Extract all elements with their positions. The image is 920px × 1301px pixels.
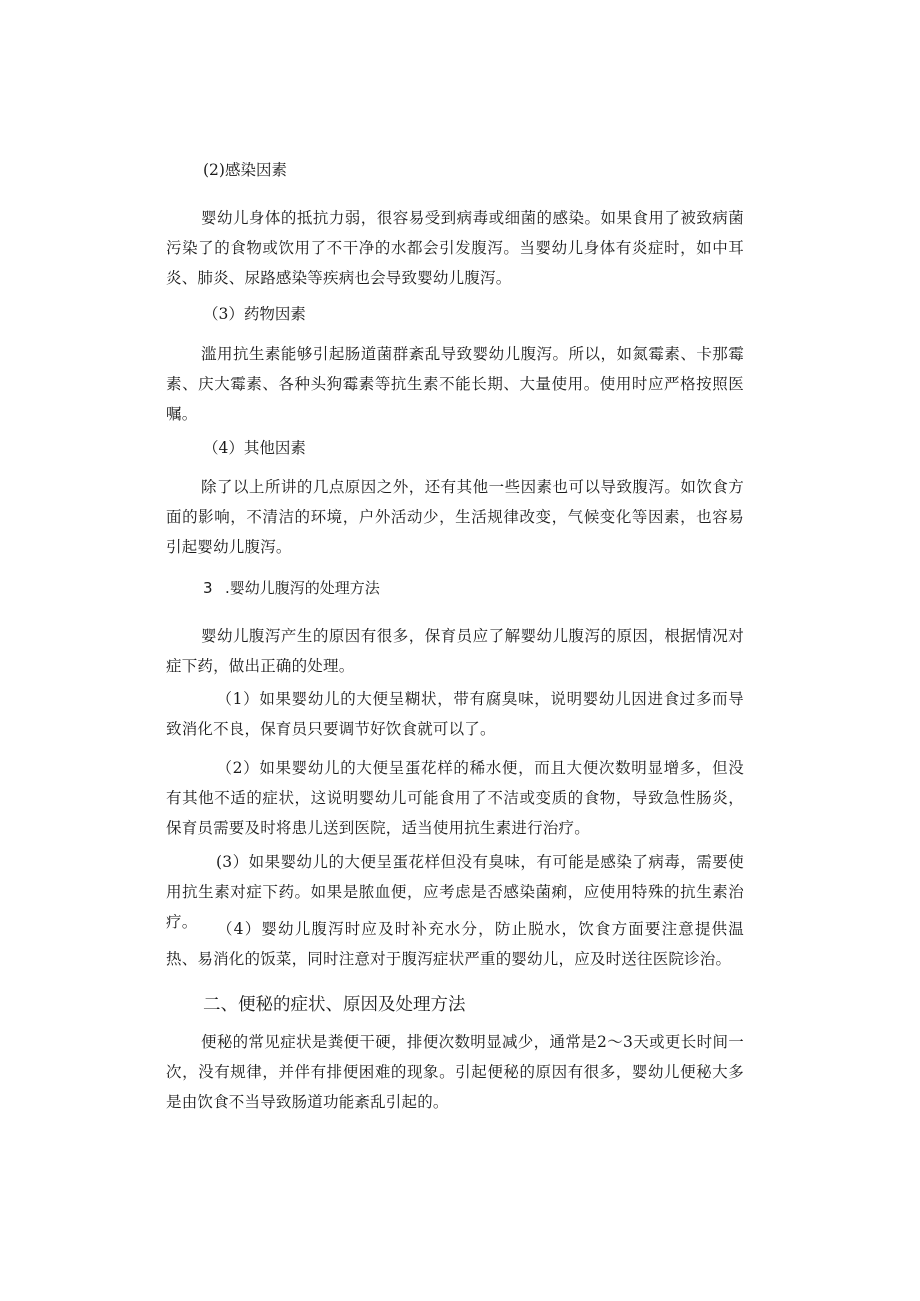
heading-infection-factors: (2)感染因素 (203, 161, 287, 179)
paragraph-drug-factors: 滥用抗生素能够引起肠道菌群紊乱导致婴幼儿腹泻。所以，如氮霉素、卡那霉素、庆大霉素、各种头狗霉素等抗生素不能长期、大量使用。使用时应严格按照医嘱。 (166, 345, 744, 423)
paragraph-infection-factors: 婴幼儿身体的抵抗力弱，很容易受到病毒或细菌的感染。如果食用了被致病菌污染了的食物或饮用了不干净的水都会引发腹泻。当婴幼儿身体有炎症时，如中耳炎、肺炎、尿路感染等疾病也会导致婴幼儿腹泻。 (166, 209, 744, 287)
paragraph-treatment-intro: 婴幼儿腹泻产生的原因有很多，保育员应了解婴幼儿腹泻的原因，根据情况对症下药，做出正确的处理。 (166, 627, 744, 675)
section-number: 3 (203, 579, 213, 597)
treatment-item (166, 753, 744, 843)
heading-other-factors: （4）其他因素 (203, 439, 306, 457)
treatment-item (166, 914, 744, 974)
treatment-item-text: (3）如果婴幼儿的大便呈蛋花样但没有臭味，有可能是感染了病毒，需要使用抗生素对症下药。如果是脓血便，应考虑是否感染菌痢，应使用特殊的抗生素治疗。 (166, 853, 744, 931)
paragraph-constipation: 便秘的常见症状是粪便干硬，排便次数明显减少，通常是2～3天或更长时间一次，没有规律，并伴有排便困难的现象。引起便秘的原因有很多，婴幼儿便秘大多是由饮食不当导致肠道功能紊乱引起的。 (166, 1033, 744, 1111)
treatment-item-text: （4）婴幼儿腹泻时应及时补充水分，防止脱水，饮食方面要注意提供温热、易消化的饭菜，同时注意对于腹泻症状严重的婴幼儿，应及时送往医院诊治。 (166, 920, 744, 968)
treatment-item (166, 684, 744, 744)
heading-drug-factors: （3）药物因素 (203, 305, 306, 323)
treatment-item-text: （1）如果婴幼儿的大便呈糊状，带有腐臭味，说明婴幼儿因进食过多而导致消化不良，保育员只要调节好饮食就可以了。 (166, 690, 744, 738)
heading-constipation: 二、便秘的症状、原因及处理方法 (203, 995, 466, 1015)
section-title: .婴幼儿腹泻的处理方法 (225, 579, 380, 597)
section-heading-diarrhea-treatment (203, 573, 380, 603)
treatment-item-text: （2）如果婴幼儿的大便呈蛋花样的稀水便，而且大便次数明显增多，但没有其他不适的症状，这说明婴幼儿可能食用了不洁或变质的食物，导致急性肠炎，保育员需要及时将患儿送到医院，适当使用抗生素进行治疗。 (166, 759, 744, 837)
paragraph-other-factors: 除了以上所讲的几点原因之外，还有其他一些因素也可以导致腹泻。如饮食方面的影响，不清洁的环境，户外活动少，生活规律改变，气候变化等因素，也容易引起婴幼儿腹泻。 (166, 478, 744, 556)
